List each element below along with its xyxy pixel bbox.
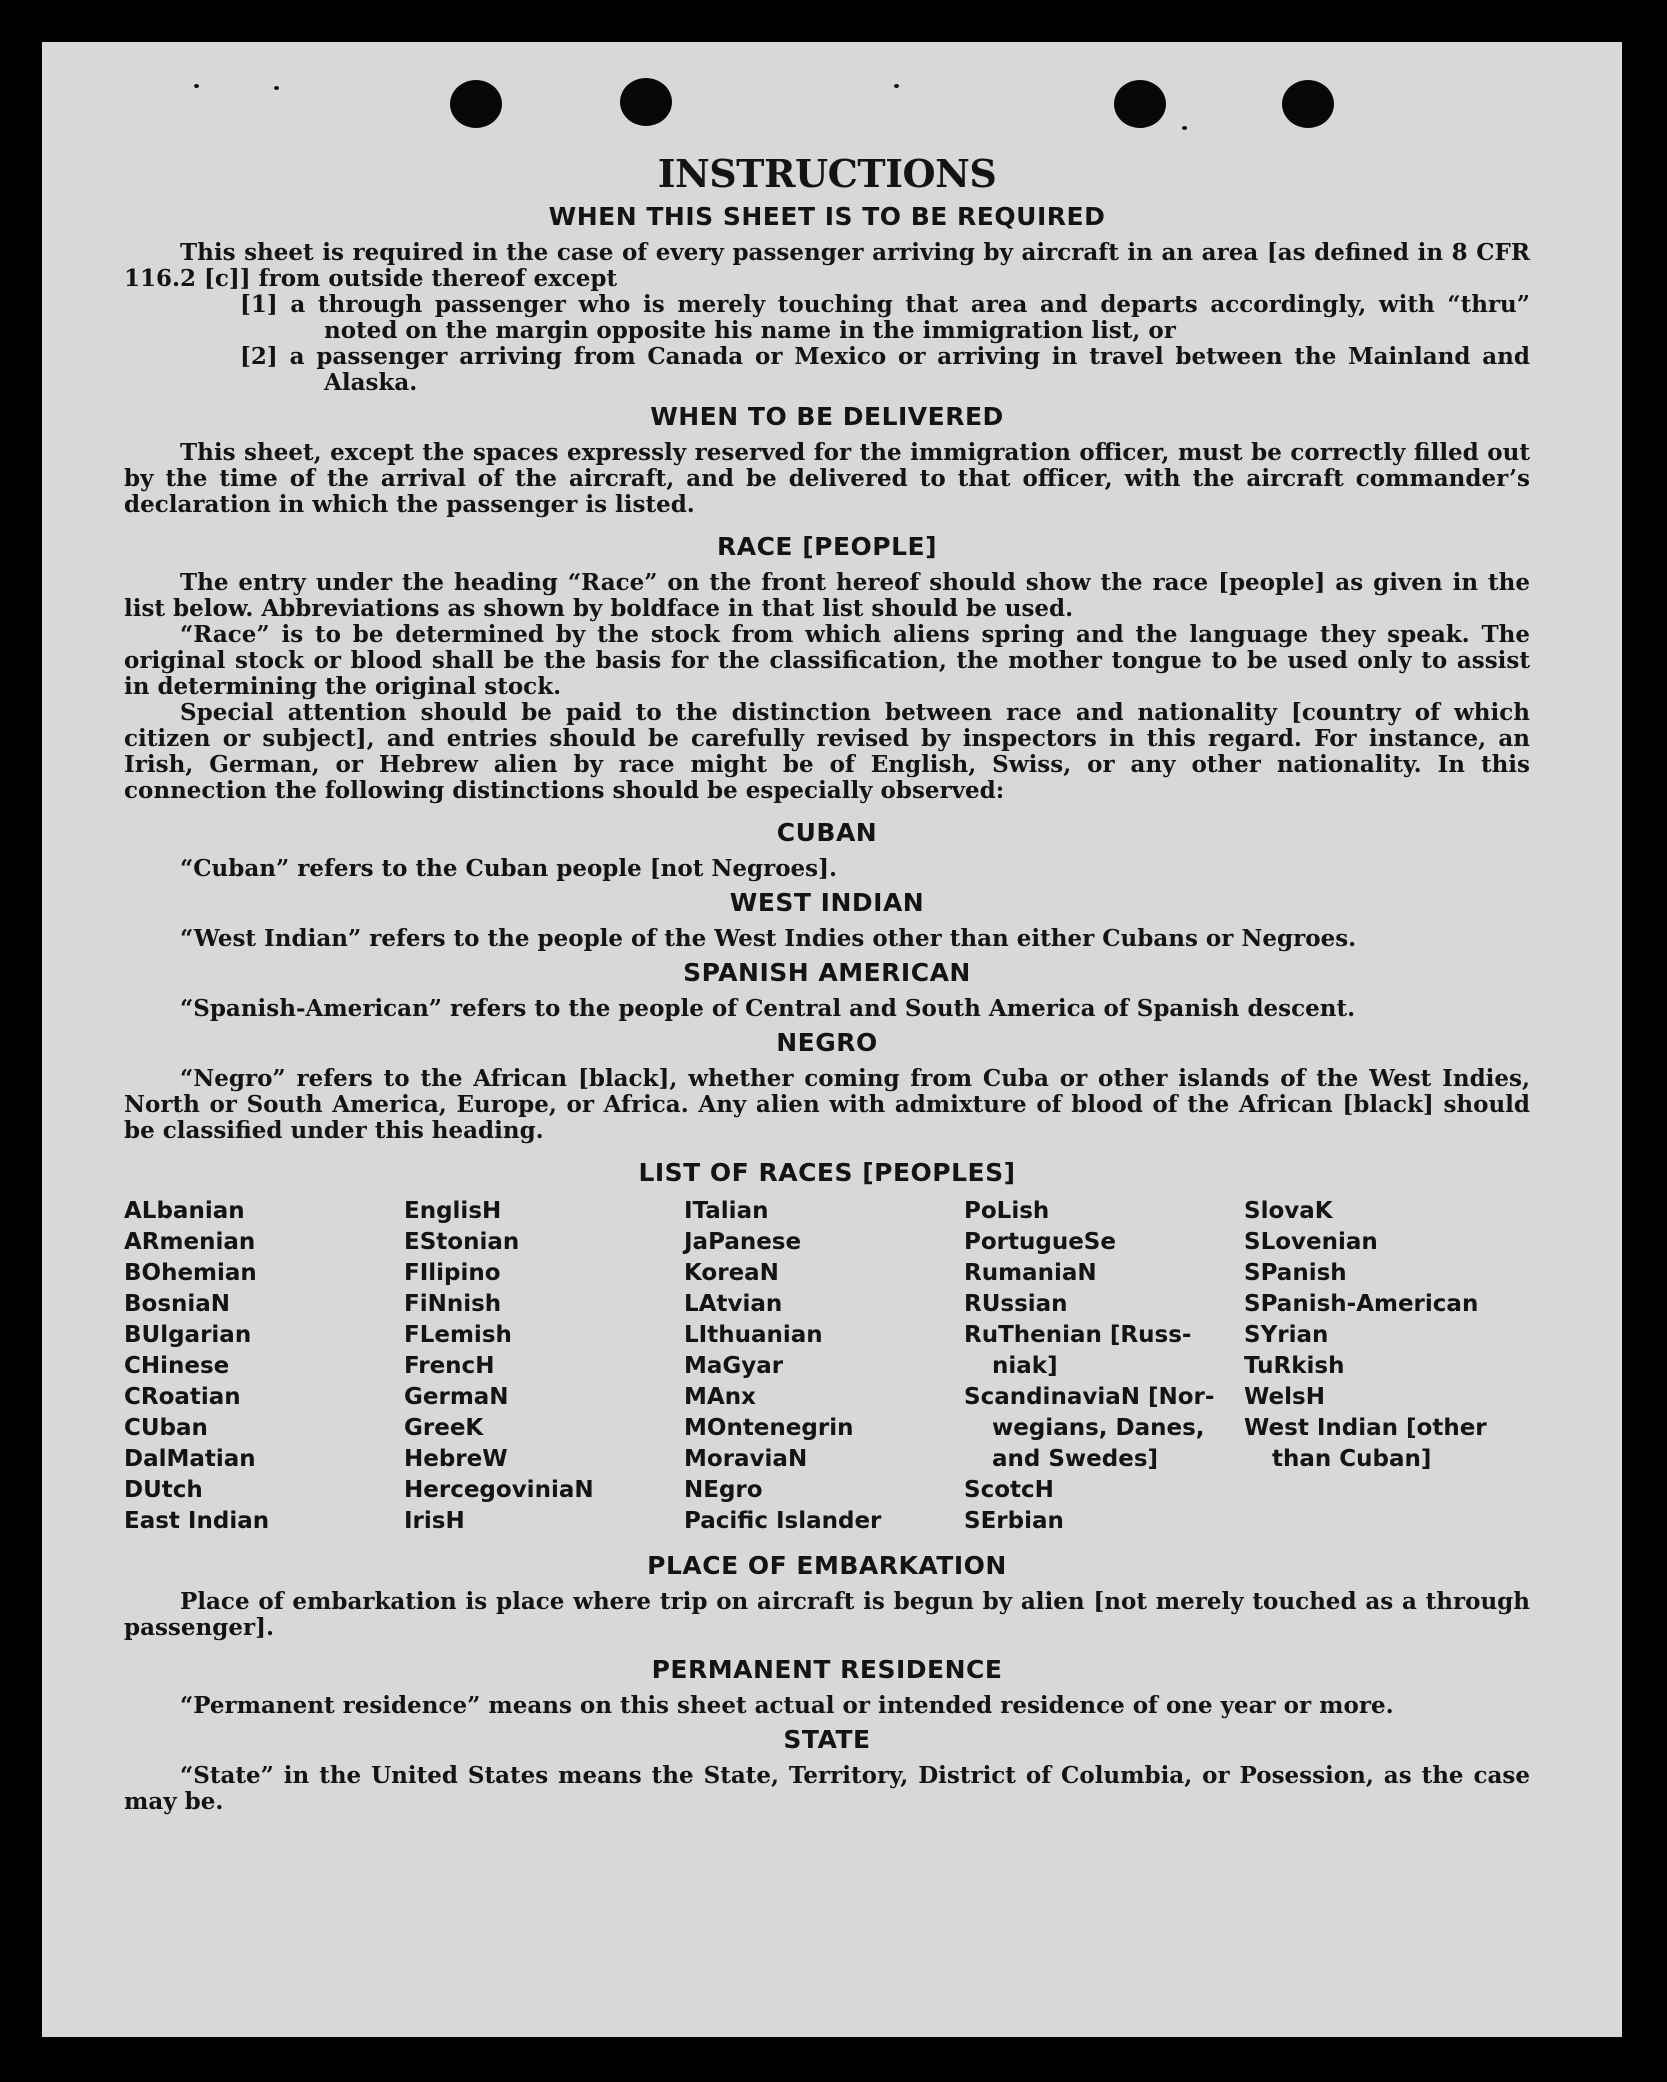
race-item: WelsH [1244,1384,1325,1410]
residence-text: “Permanent residence” means on this sheet actual or intended residence of one year or more. [180,1692,1394,1719]
race-item: LIthuanian [684,1322,823,1348]
race-item: ITalian [684,1198,769,1224]
race-item: PoLish [964,1198,1050,1224]
race-item-continued: niak] [992,1353,1058,1379]
race-item: GreeK [404,1415,484,1441]
exception-2: [2] a passenger arriving from Canada or Mexico or arriving in travel between the Mainland and Alaska. [240,343,1530,396]
race-paragraph: The entry under the heading “Race” on the front hereof should show the race [people] as given in the list below. Abbreviations as shown by boldface in that list should be used. [124,569,1530,622]
race-item: JaPanese [684,1229,802,1255]
race-column [964,1196,1244,1537]
race-item: RumaniaN [964,1260,1097,1286]
race-item-continued: than Cuban] [1272,1446,1432,1472]
heading-race: RACE [PEOPLE] [716,532,938,561]
race-item: ScandinaviaN [Nor- [964,1384,1215,1410]
race-column [404,1196,684,1537]
cuban-text: “Cuban” refers to the Cuban people [not Negroes]. [180,855,838,882]
race-item: EStonian [404,1229,520,1255]
race-item: East Indian [124,1508,270,1534]
race-paragraph: “Race” is to be determined by the stock from which aliens spring and the language they speak. The original stock or blood shall be the basis for the classification, the mother tongue to be used only to assist in determining the original stock. [124,621,1530,700]
required-intro: This sheet is required in the case of every passenger arriving by aircraft in an area [as defined in 8 CFR 116.2 [c]] from outside thereof except [124,239,1530,292]
race-item: DalMatian [124,1446,256,1472]
speck [274,86,279,90]
speck [194,84,199,88]
race-item: NEgro [684,1477,763,1503]
heading-state: STATE [783,1725,871,1754]
race-item: Pacific Islander [684,1508,882,1534]
embarkation-text: Place of embarkation is place where trip on aircraft is begun by alien [not merely touched as a through passenger]. [124,1588,1530,1641]
speck [1182,126,1187,130]
speck [894,84,899,88]
race-item: EnglisH [404,1198,502,1224]
negro-text: “Negro” refers to the African [black], whether coming from Cuba or other islands of the West Indies, North or South America, Europe, or Africa. Any alien with admixture of blood of the African [black] should be classified under this heading. [124,1065,1530,1144]
race-item: HebreW [404,1446,508,1472]
race-item: KoreaN [684,1260,779,1286]
race-item: SPanish [1244,1260,1347,1286]
punch-hole [1282,80,1334,128]
heading-spanish-american: SPANISH AMERICAN [683,958,971,987]
race-item: ScotcH [964,1477,1054,1503]
race-item: CRoatian [124,1384,241,1410]
race-item: DUtch [124,1477,203,1503]
race-item: ARmenian [124,1229,256,1255]
heading-west-indian: WEST INDIAN [729,888,925,917]
race-item: RUssian [964,1291,1068,1317]
race-item: SYrian [1244,1322,1329,1348]
race-item: FiNnish [404,1291,502,1317]
punch-hole [450,80,502,128]
page-title: INSTRUCTIONS [657,151,997,196]
race-item: BOhemian [124,1260,257,1286]
race-item: SLovenian [1244,1229,1378,1255]
race-item: SErbian [964,1508,1064,1534]
race-item: FrencH [404,1353,495,1379]
race-item-continued: and Swedes] [992,1446,1159,1472]
race-item: CUban [124,1415,208,1441]
race-item: IrisH [404,1508,465,1534]
race-item: SPanish-American [1244,1291,1479,1317]
document-page [42,42,1622,2037]
race-item: MOntenegrin [684,1415,854,1441]
state-text: “State” in the United States means the State, Territory, District of Columbia, or Posession, as the case may be. [124,1762,1530,1815]
race-item: MAnx [684,1384,756,1410]
heading-negro: NEGRO [776,1028,878,1057]
race-item: MaGyar [684,1353,784,1379]
race-item: CHinese [124,1353,230,1379]
race-item: BUlgarian [124,1322,252,1348]
race-item: West Indian [other [1244,1415,1487,1441]
spanish-american-text: “Spanish-American” refers to the people of Central and South America of Spanish descent. [180,995,1356,1022]
race-column [684,1196,964,1537]
exception-1: [1] a through passenger who is merely touching that area and departs accordingly, with “thru” noted on the margin opposite his name in the immigration list, or [240,291,1530,344]
heading-when-delivered: WHEN TO BE DELIVERED [650,402,1004,431]
heading-permanent-residence: PERMANENT RESIDENCE [651,1655,1003,1684]
race-item: TuRkish [1244,1353,1345,1379]
punch-hole [620,78,672,126]
race-paragraph: Special attention should be paid to the distinction between race and nationality [country of which citizen or subject], and entries should be carefully revised by inspectors in this regard. For instance, an Irish, German, or Hebrew alien by race might be of English, Swiss, or any other nationality. In this connection the following distinctions should be especially observed: [124,699,1530,804]
race-item: RuThenian [Russ- [964,1322,1192,1348]
race-item: FIlipino [404,1260,501,1286]
race-column [124,1196,404,1537]
race-item-continued: wegians, Danes, [992,1415,1205,1441]
race-item: BosniaN [124,1291,231,1317]
west-indian-text: “West Indian” refers to the people of the West Indies other than either Cubans or Negroes. [180,925,1357,952]
race-item: SlovaK [1244,1198,1333,1224]
race-item: FLemish [404,1322,512,1348]
race-item: HercegoviniaN [404,1477,594,1503]
race-column [1244,1196,1530,1537]
punch-hole [1114,80,1166,128]
heading-place-of-embarkation: PLACE OF EMBARKATION [647,1551,1007,1580]
instructions-body [124,152,1530,1815]
heading-when-required: WHEN THIS SHEET IS TO BE REQUIRED [548,202,1106,231]
race-item: MoraviaN [684,1446,808,1472]
race-item: GermaN [404,1384,509,1410]
race-item: ALbanian [124,1198,245,1224]
race-item: LAtvian [684,1291,783,1317]
heading-list-of-races: LIST OF RACES [PEOPLES] [638,1158,1016,1187]
race-list [124,1196,1530,1537]
delivered-text: This sheet, except the spaces expressly reserved for the immigration officer, must be correctly filled out by the time of the arrival of the aircraft, and be delivered to that officer, with the aircraft commander’s declaration in which the passenger is listed. [124,439,1530,518]
race-item: PortugueSe [964,1229,1116,1255]
heading-cuban: CUBAN [776,818,878,847]
